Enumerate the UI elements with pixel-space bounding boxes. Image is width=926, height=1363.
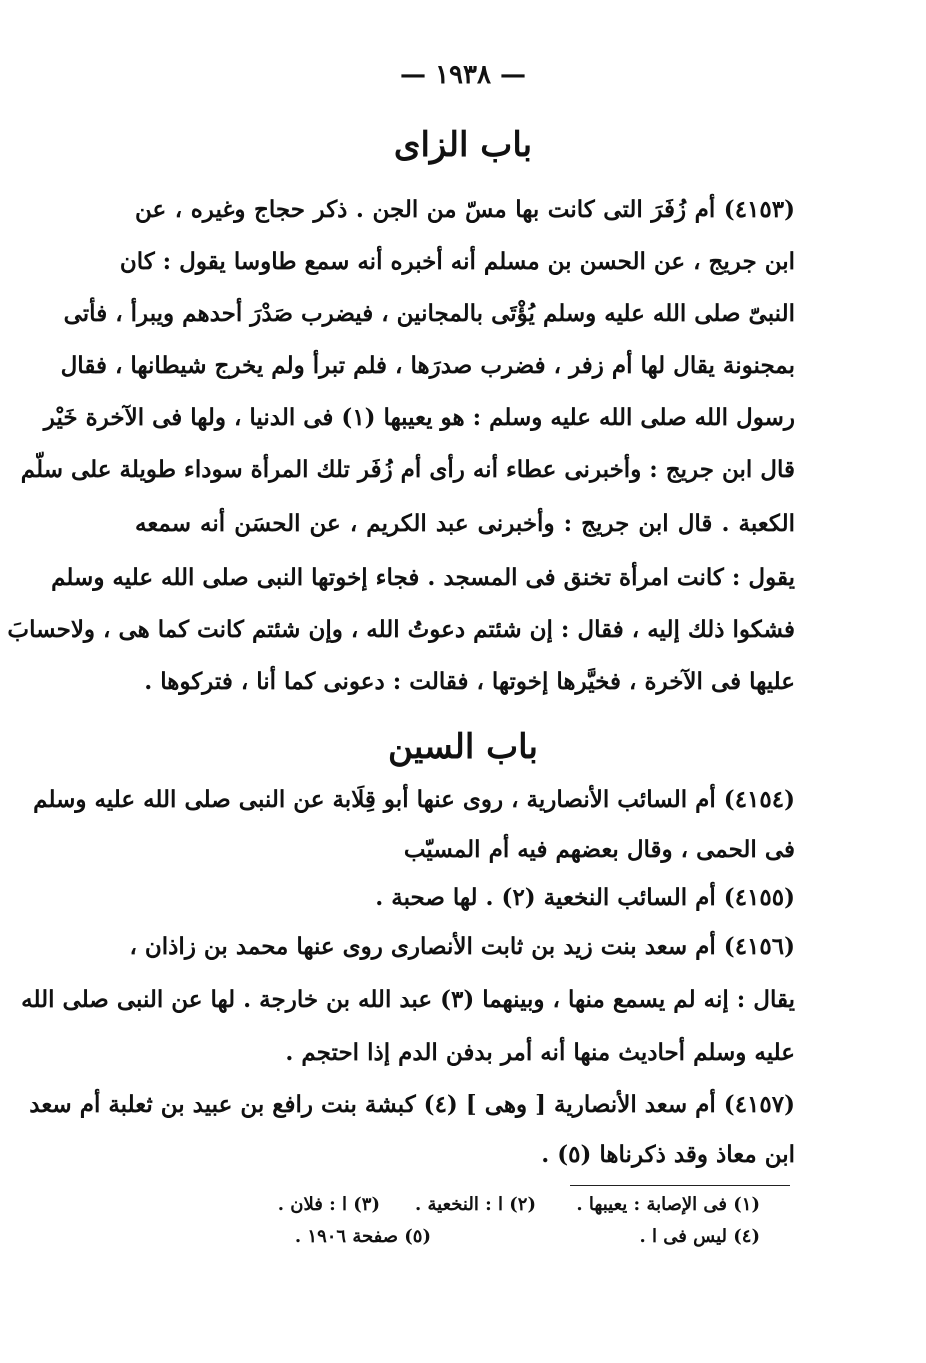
- text-line: ابن معاذ وقد ذكرناها (٥) .: [541, 1141, 795, 1168]
- text-line: (٤١٥٦) أم سعد بنت زيد بن ثابت الأنصارى روى عنها محمد بن زاذان ،: [129, 933, 795, 960]
- text-line: الكعبة . قال ابن جريج : وأخبرنى عبد الكريم ، عن الحسَن أنه سمعه: [135, 510, 795, 537]
- page-number: — ١٩٣٨ —: [400, 60, 526, 90]
- text-line: يقال : إنه لم يسمع منها ، وبينهما (٣) عبد الله بن خارجة . لها عن النبى صلى الله: [21, 986, 795, 1013]
- footnote-3: (٣) ا : فلان .: [277, 1194, 380, 1215]
- text-line: (٤١٥٧) أم سعد الأنصارية [ وهى ] (٤) كبشة بنت رافع بن عبيد بن ثعلبة أم سعد: [29, 1091, 795, 1118]
- text-line: النبىّ صلى الله عليه وسلم يُؤْتَى بالمجانين ، فيضرب صَدْرَ أحدهم ويبرأ ، فأتى: [63, 300, 795, 327]
- text-line: فشكوا ذلك إليه ، فقال : إن شئتم دعوتُ الله ، وإن شئتم كانت كما هى ، ولاحسابَ: [7, 616, 795, 643]
- text-line: عليها فى الآخرة ، فخيَّرها إخوتها ، فقالت : دعونى كما أنا ، فتركوها .: [144, 668, 795, 695]
- footnote-1: (١) فى الإصابة : يعيبها .: [576, 1194, 760, 1215]
- section-heading-sin: باب السين: [388, 727, 538, 767]
- footnote-divider: [570, 1185, 790, 1186]
- text-line: (٤١٥٣) أم زُفَرَ التى كانت بها مسّ من الجن . ذكر حجاج وغيره ، عن: [135, 196, 795, 223]
- footnote-5: (٥) صفحة ١٩٠٦ .: [294, 1226, 431, 1247]
- text-line: عليه وسلم أحاديث منها أنه أمر بدفن الدم إذا احتجم .: [285, 1039, 795, 1066]
- text-line: (٤١٥٤) أم السائب الأنصارية ، روى عنها أبو قِلَابة عن النبى صلى الله عليه وسلم: [33, 786, 795, 813]
- text-line: بمجنونة يقال لها أم زفر ، فضرب صدرَها ، فلم تبرأ ولم يخرج شيطانها ، فقال: [60, 352, 795, 379]
- text-line: رسول الله صلى الله عليه وسلم : هو يعيبها (١) فى الدنيا ، ولها فى الآخرة خَيْر: [43, 404, 795, 431]
- footnote-2: (٢) ا : النخعية .: [415, 1194, 536, 1215]
- text-line: يقول : كانت امرأة تخنق فى المسجد . فجاء إخوتها النبى صلى الله عليه وسلم: [51, 564, 795, 591]
- text-line: (٤١٥٥) أم السائب النخعية (٢) . لها صحبة .: [375, 884, 795, 911]
- text-line: فى الحمى ، وقال بعضهم فيه أم المسيّب: [403, 836, 795, 863]
- text-line: ابن جريج ، عن الحسن بن مسلم أنه أخبره أنه سمع طاوسا يقول : كان: [119, 248, 795, 275]
- section-heading-zay: باب الزاى: [393, 125, 533, 165]
- text-line: قال ابن جريج : وأخبرنى عطاء أنه رأى أم زُفَر تلك المرأة سوداء طويلة على سلّم: [20, 456, 795, 483]
- footnote-4: (٤) ليس فى ا .: [639, 1226, 760, 1247]
